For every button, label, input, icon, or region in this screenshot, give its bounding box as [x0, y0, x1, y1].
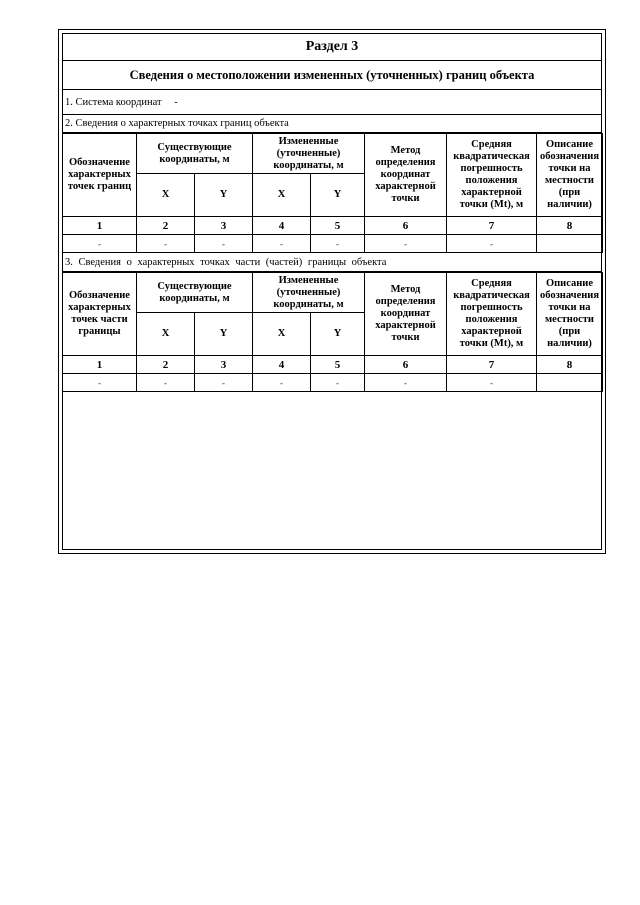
cell-value: -	[253, 235, 311, 253]
col-changed: Измененные (уточненные) координаты, м	[253, 273, 365, 313]
col-y-changed: Y	[311, 174, 365, 217]
table-row	[63, 235, 603, 253]
cell-value	[537, 235, 603, 253]
cell-value: -	[311, 235, 365, 253]
col-designation: Обозначение характерных точек части границы	[63, 273, 137, 356]
col-number: 3	[195, 217, 253, 235]
col-number: 6	[365, 356, 447, 374]
cell-value: -	[447, 235, 537, 253]
section-subtitle: Сведения о местоположении измененных (уточненных) границ объекта	[62, 61, 602, 90]
cell-value: -	[195, 235, 253, 253]
col-number: 7	[447, 217, 537, 235]
col-x-changed: X	[253, 174, 311, 217]
col-designation: Обозначение характерных точек границ	[63, 134, 137, 217]
coord-system-value: -	[174, 97, 178, 108]
col-description: Описание обозначения точки на местности (при наличии)	[537, 134, 603, 217]
col-number: 2	[137, 217, 195, 235]
col-number: 5	[311, 217, 365, 235]
cell-value: -	[63, 235, 137, 253]
col-number: 4	[253, 356, 311, 374]
col-error: Средняя квадратическая погрешность положения характерной точки (Mt), м	[447, 273, 537, 356]
col-number: 2	[137, 356, 195, 374]
col-x-existing: X	[137, 174, 195, 217]
block2-label: 3. Сведения о характерных точках части (частей) границы объекта	[62, 254, 602, 272]
block1-label: 2. Сведения о характерных точках границ объекта	[62, 115, 602, 133]
col-y-existing: Y	[195, 313, 253, 356]
col-number: 1	[63, 217, 137, 235]
coord-system-label: 1. Система координат	[65, 97, 162, 108]
col-y-changed: Y	[311, 313, 365, 356]
cell-value: -	[195, 374, 253, 392]
col-number: 1	[63, 356, 137, 374]
col-number: 8	[537, 217, 603, 235]
col-x-existing: X	[137, 313, 195, 356]
cell-value: -	[311, 374, 365, 392]
col-number: 3	[195, 356, 253, 374]
col-method: Метод определения координат характерной точки	[365, 273, 447, 356]
cell-value: -	[137, 235, 195, 253]
cell-value	[537, 374, 603, 392]
cell-value: -	[253, 374, 311, 392]
col-existing: Существующие координаты, м	[137, 134, 253, 174]
col-number: 6	[365, 217, 447, 235]
col-number: 7	[447, 356, 537, 374]
col-description: Описание обозначения точки на местности (при наличии)	[537, 273, 603, 356]
section-title: Раздел 3	[62, 33, 602, 61]
cell-value: -	[365, 235, 447, 253]
col-x-changed: X	[253, 313, 311, 356]
cell-value: -	[137, 374, 195, 392]
col-existing: Существующие координаты, м	[137, 273, 253, 313]
cell-value: -	[63, 374, 137, 392]
col-method: Метод определения координат характерной точки	[365, 134, 447, 217]
col-error: Средняя квадратическая погрешность положения характерной точки (Mt), м	[447, 134, 537, 217]
col-number: 5	[311, 356, 365, 374]
block1-table	[62, 133, 603, 253]
col-number: 8	[537, 356, 603, 374]
col-y-existing: Y	[195, 174, 253, 217]
cell-value: -	[447, 374, 537, 392]
col-changed: Измененные (уточненные) координаты, м	[253, 134, 365, 174]
block2-table	[62, 272, 603, 392]
coord-system-row	[62, 90, 602, 115]
cell-value: -	[365, 374, 447, 392]
table-row	[63, 374, 603, 392]
col-number: 4	[253, 217, 311, 235]
